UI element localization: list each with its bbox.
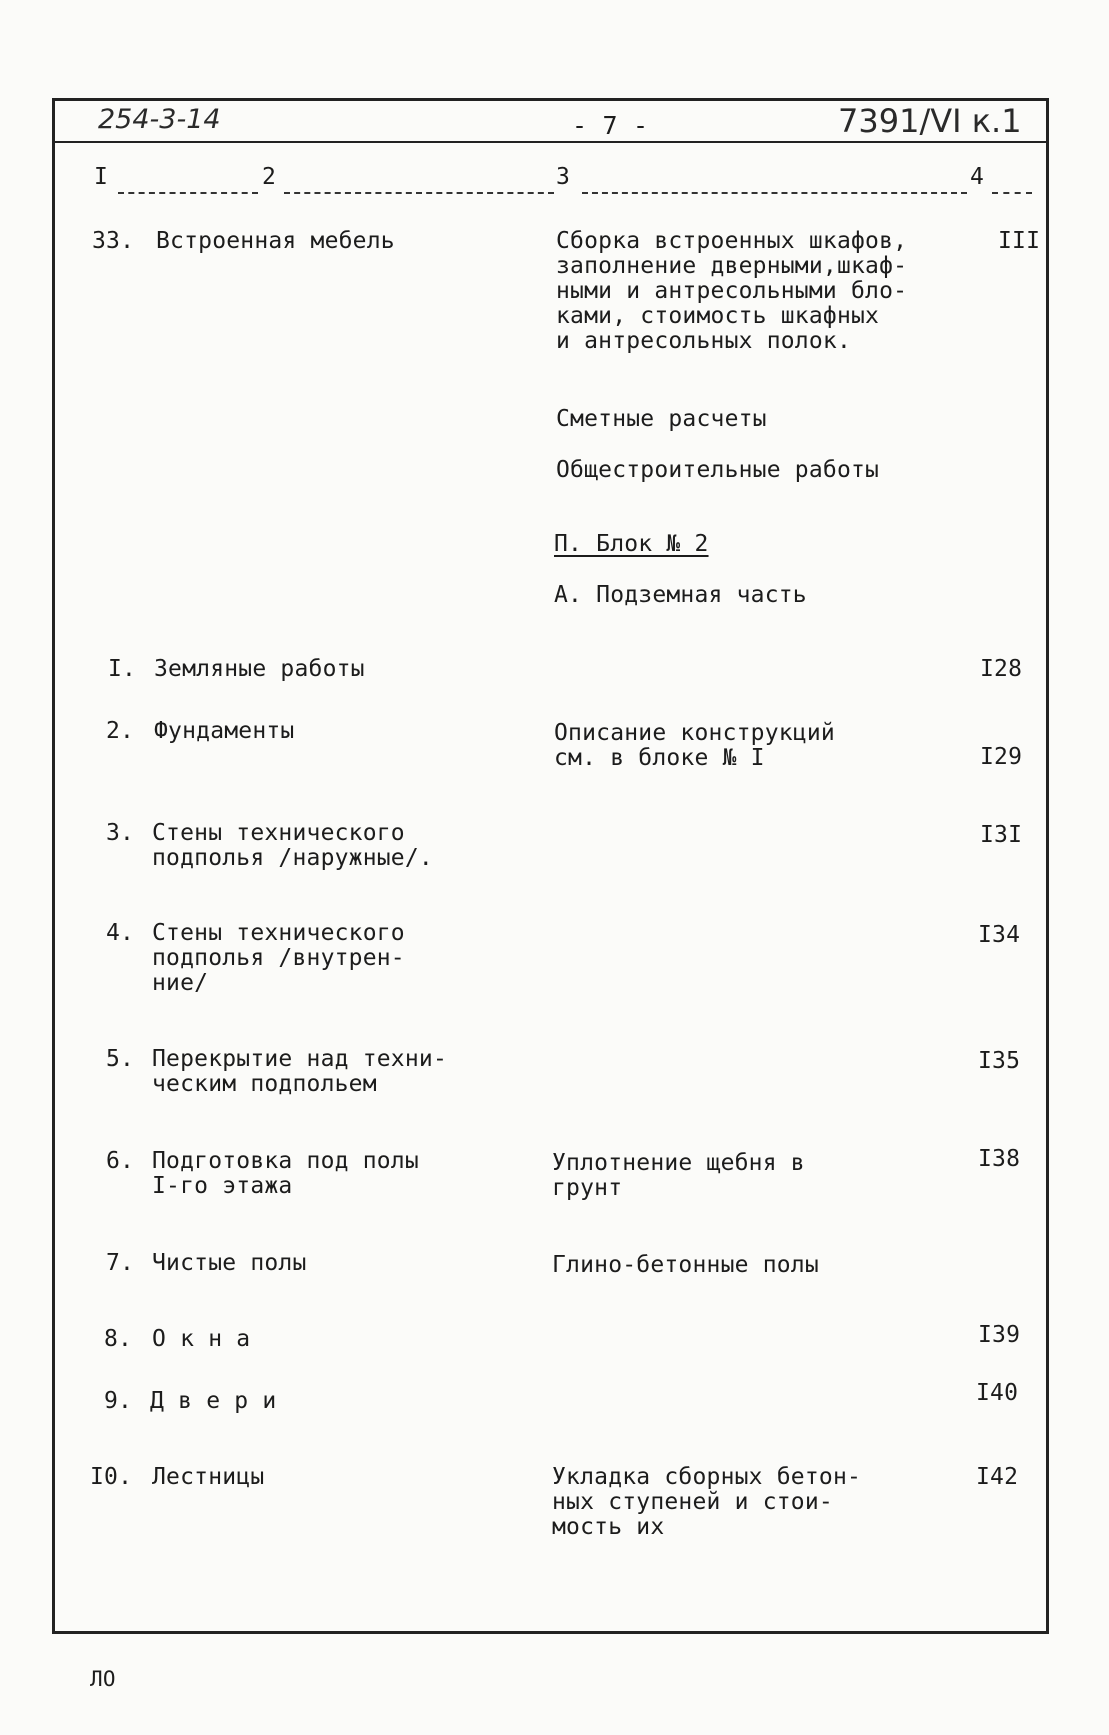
row-page: I28 (980, 656, 1023, 682)
row-name: Земляные работы (154, 656, 365, 682)
row-desc-line: ных ступеней и стои- (552, 1489, 833, 1515)
row-desc-line: грунт (552, 1175, 623, 1201)
row-name: Д в е р и (150, 1388, 277, 1414)
row-page: I3I (980, 822, 1023, 848)
row-number: 6. (106, 1148, 135, 1174)
row-desc-line: Глино-бетонные полы (552, 1252, 819, 1278)
row-name-line: подполья /внутрен- (152, 945, 405, 971)
row-name-line: ческим подпольем (152, 1071, 377, 1097)
row-name-line: ние/ (152, 970, 209, 996)
row-page: I39 (978, 1322, 1021, 1348)
section-estimates: Сметные расчеты (556, 406, 767, 432)
row-desc-line: Уплотнение щебня в (552, 1150, 805, 1176)
row-name: Чистые полы (152, 1250, 307, 1276)
row-number: 2. (106, 718, 135, 744)
column-dash-2 (284, 192, 554, 194)
section-underground-part: А. Подземная часть (554, 582, 807, 608)
row-name: О к н а (152, 1326, 251, 1352)
row-33-desc-line: Сборка встроенных шкафов, (556, 228, 908, 254)
column-1-label: I (94, 164, 109, 190)
row-33-page: III (998, 228, 1041, 254)
column-2-label: 2 (262, 164, 277, 190)
row-page: I35 (978, 1048, 1021, 1074)
row-page: I38 (978, 1146, 1021, 1172)
row-number: I0. (90, 1464, 133, 1490)
row-number: 3. (106, 820, 135, 846)
row-number: 7. (106, 1250, 135, 1276)
row-name-line: I-го этажа (152, 1173, 293, 1199)
row-number: I. (108, 656, 137, 682)
column-dash-1 (118, 192, 258, 194)
column-4-label: 4 (970, 164, 985, 190)
doc-code: 254-3-14 (98, 104, 221, 135)
row-name: Фундаменты (154, 718, 295, 744)
column-dash-3 (582, 192, 967, 194)
footer-mark: ЛО (90, 1667, 116, 1691)
header-divider (52, 141, 1049, 143)
reference-number: 7391/VI к.1 (838, 102, 1022, 140)
row-number: 4. (106, 920, 135, 946)
row-desc-line: Описание конструкций (554, 720, 835, 746)
row-desc-line: см. в блоке № I (554, 745, 765, 771)
row-33-desc-line: заполнение дверными,шкаф- (556, 253, 908, 279)
section-block-2: П. Блок № 2 (554, 531, 709, 557)
row-page: I40 (976, 1380, 1019, 1406)
row-33-number: 33. (92, 228, 135, 254)
row-page: I42 (976, 1464, 1019, 1490)
row-number: 5. (106, 1046, 135, 1072)
row-33-desc-line: ными и антресольными бло- (556, 278, 908, 304)
row-name-line: Перекрытие над техни- (152, 1046, 447, 1072)
row-33-name: Встроенная мебель (156, 228, 395, 254)
section-general-works: Общестроительные работы (556, 457, 880, 483)
page-number: - 7 - (572, 111, 649, 140)
row-33-desc-line: ками, стоимость шкафных (556, 303, 880, 329)
row-33-desc-line: и антресольных полок. (556, 328, 851, 354)
row-name-line: подполья /наружные/. (152, 845, 433, 871)
row-name: Лестницы (152, 1464, 265, 1490)
row-name-line: Подготовка под полы (152, 1148, 419, 1174)
row-page: I29 (980, 744, 1023, 770)
row-page: I34 (978, 922, 1021, 948)
row-number: 8. (104, 1326, 133, 1352)
row-desc-line: мость их (552, 1514, 665, 1540)
column-dash-4 (992, 192, 1032, 194)
row-name-line: Стены технического (152, 920, 405, 946)
row-name-line: Стены технического (152, 820, 405, 846)
row-number: 9. (104, 1388, 133, 1414)
column-3-label: 3 (556, 164, 571, 190)
row-desc-line: Укладка сборных бетон- (552, 1464, 862, 1490)
